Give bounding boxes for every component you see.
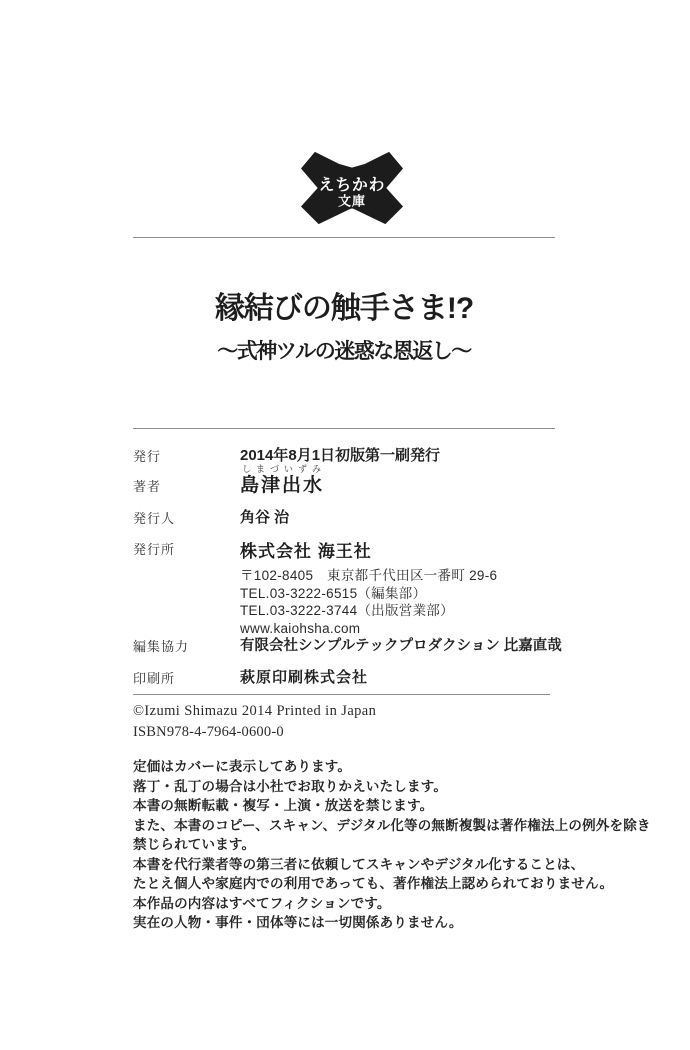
row-label: 発行人	[133, 511, 176, 526]
notice-line: 落丁・乱丁の場合は小社でお取りかえいたします。	[133, 778, 448, 794]
notice-line: 禁じられています。	[133, 837, 256, 852]
book-title: 縁結びの触手さま!?	[214, 292, 474, 325]
copyright-line: ©Izumi Shimazu 2014 Printed in Japan	[133, 703, 377, 719]
notice-line: 本書を代行業者等の第三者に依頼してスキャンやデジタル化することは、	[133, 856, 585, 872]
publisher-logo	[301, 147, 403, 229]
logo-text-line1: えちかわ	[318, 176, 386, 194]
notice-line: 本作品の内容はすべてフィクションです。	[133, 895, 391, 911]
notice-line: また、本書のコピー、スキャン、デジタル化等の無断複製は著作権法上の例外を除き	[133, 817, 651, 833]
row-label: 印刷所	[133, 671, 176, 686]
row-value: 株式会社 海王社	[240, 542, 372, 561]
book-subtitle: ～式神ツルの迷惑な恩返し～	[217, 340, 471, 363]
colophon-row-editing	[133, 634, 562, 655]
publisher-postal-address: 〒102-8405 東京都千代田区一番町 29-6	[240, 568, 498, 583]
colophon-row-author	[133, 462, 326, 496]
row-label: 著者	[133, 479, 162, 494]
row-value: 有限会社シンプルテックプロダクション 比嘉直哉	[240, 638, 562, 654]
logo-text-line2: 文庫	[338, 193, 366, 209]
divider-bottom	[133, 694, 550, 695]
author-name-block	[240, 462, 326, 496]
colophon-row-publisher	[133, 537, 497, 637]
row-label: 発行所	[133, 542, 176, 557]
publisher-block	[240, 537, 497, 637]
bow-logo-icon	[301, 147, 403, 229]
publisher-address	[240, 567, 497, 637]
notice-line: 本書の無断転載・複写・上演・放送を禁じます。	[133, 798, 434, 813]
notice-line: 実在の人物・事件・団体等には一切関係ありません。	[133, 915, 463, 930]
legal-notices	[133, 757, 651, 933]
row-label: 発行	[133, 449, 162, 464]
row-value: 角谷 治	[240, 509, 290, 526]
author-furigana: しまづいずみ	[242, 464, 327, 474]
publisher-website: www.kaiohsha.com	[240, 620, 361, 636]
row-label: 編集協力	[133, 639, 190, 654]
notice-line: たとえ個人や家庭内での利用であっても、著作権法上認められておりません。	[133, 876, 614, 891]
row-value: 島津出水	[240, 475, 325, 496]
isbn-line: ISBN978-4-7964-0600-0	[133, 724, 284, 740]
publisher-tel-sales: TEL.03-3222-3744（出版営業部）	[240, 603, 454, 618]
colophon-row-printing	[133, 666, 368, 687]
publisher-tel-editorial: TEL.03-3222-6515（編集部）	[240, 585, 427, 601]
row-value: 2014年8月1日初版第一刷発行	[240, 447, 441, 464]
row-value: 萩原印刷株式会社	[240, 669, 369, 686]
divider-middle	[133, 428, 555, 429]
divider-top	[133, 237, 555, 238]
colophon-row-issuer	[133, 506, 289, 527]
notice-line: 定価はカバーに表示してあります。	[133, 759, 352, 774]
